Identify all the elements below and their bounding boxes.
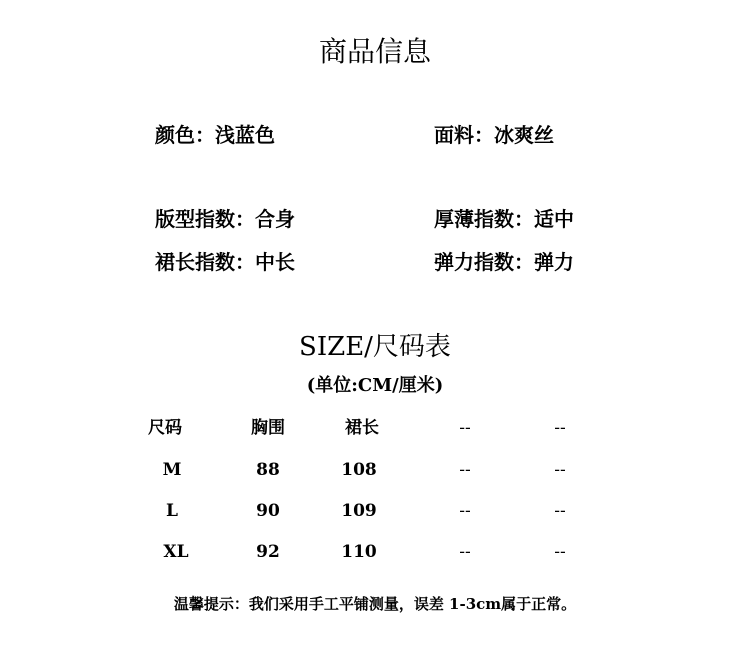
cell-empty-1: -- bbox=[459, 460, 471, 480]
page-title: 商品信息 bbox=[318, 35, 431, 68]
fabric-attribute: 面料：冰爽丝 bbox=[434, 123, 554, 147]
header-skirt-length: 裙长 bbox=[345, 418, 379, 438]
cell-empty-2: -- bbox=[554, 501, 566, 521]
color-attribute: 颜色：浅蓝色 bbox=[155, 123, 275, 147]
length-attribute: 裙长指数：中长 bbox=[155, 250, 295, 274]
cell-skirt-length: 110 bbox=[341, 542, 377, 562]
cell-chest: 88 bbox=[256, 460, 280, 480]
elasticity-attribute: 弹力指数：弹力 bbox=[434, 250, 574, 274]
cell-size: M bbox=[162, 460, 182, 480]
measurement-note: 温馨提示：我们采用手工平铺测量，误差 1-3cm属于正常。 bbox=[173, 595, 577, 613]
thickness-attribute: 厚薄指数：适中 bbox=[434, 207, 574, 231]
cell-empty-1: -- bbox=[459, 501, 471, 521]
cell-empty-1: -- bbox=[459, 542, 471, 562]
cell-empty-2: -- bbox=[554, 542, 566, 562]
fit-attribute: 版型指数：合身 bbox=[155, 207, 295, 231]
cell-skirt-length: 108 bbox=[341, 460, 377, 480]
header-empty-1: -- bbox=[459, 418, 471, 438]
cell-size: L bbox=[166, 501, 178, 521]
header-chest: 胸围 bbox=[251, 418, 285, 438]
cell-skirt-length: 109 bbox=[341, 501, 377, 521]
cell-chest: 90 bbox=[256, 501, 280, 521]
size-chart-unit: (单位:CM/厘米) bbox=[306, 375, 444, 396]
cell-chest: 92 bbox=[256, 542, 280, 562]
cell-empty-2: -- bbox=[554, 460, 566, 480]
size-chart-title: SIZE/尺码表 bbox=[299, 332, 451, 362]
cell-size: XL bbox=[163, 542, 189, 562]
header-size: 尺码 bbox=[148, 418, 182, 438]
header-empty-2: -- bbox=[554, 418, 566, 438]
